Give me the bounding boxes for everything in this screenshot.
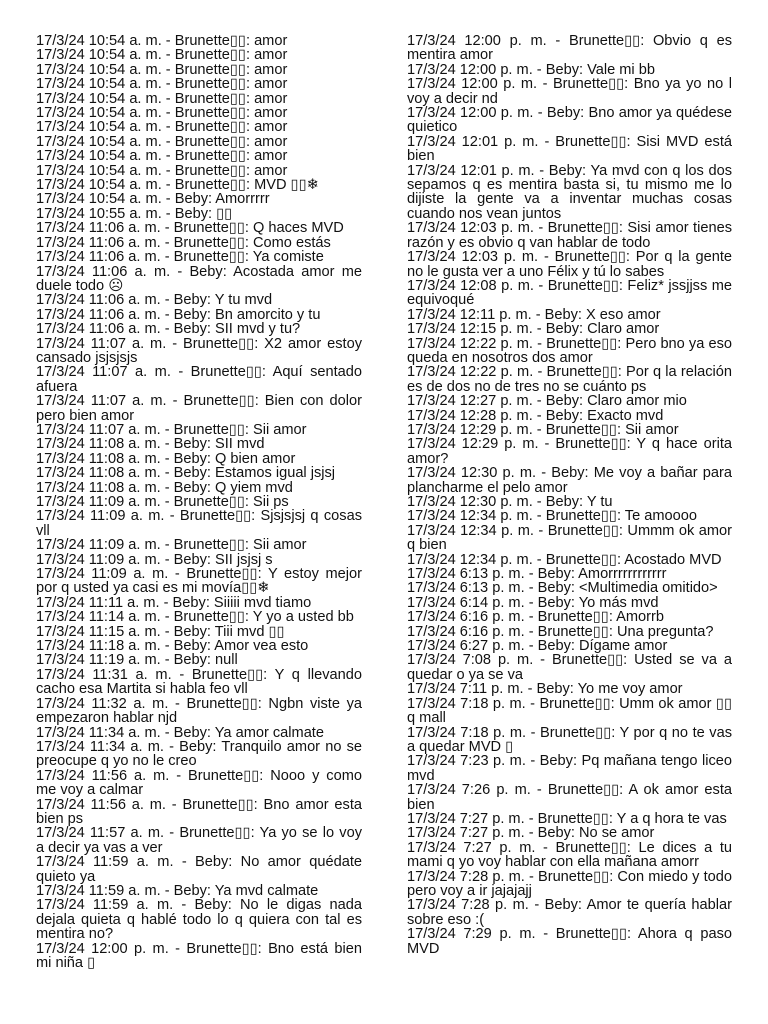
chat-message-line: 17/3/24 6:14 p. m. - Beby: Yo más mvd	[407, 594, 659, 611]
chat-message-line: 17/3/24 12:30 p. m. - Beby: Y tu	[407, 494, 613, 510]
chat-message-line: 17/3/24 6:16 p. m. - Brunette▯▯: Amorrb	[407, 609, 664, 626]
chat-message-line: 17/3/24 11:57 a. m. - Brunette▯▯: Ya yo se lo voy a decir ya vas a ver	[36, 825, 362, 856]
chat-message-line: 17/3/24 12:29 p. m. - Brunette▯▯: Sii amor	[407, 421, 679, 438]
chat-message-line: 17/3/24 11:06 a. m. - Brunette▯▯: Como estás	[36, 234, 331, 251]
chat-message-line: 17/3/24 10:54 a. m. - Brunette▯▯: amor	[36, 162, 288, 179]
chat-message-line: 17/3/24 12:01 p. m. - Beby: Ya mvd con q los dos sepamos q es mentira basta si, tu mismo me lo dijiste la gente va a inventar muchas cosas cuando nos vean juntos	[407, 162, 732, 222]
chat-message-line: 17/3/24 10:54 a. m. - Brunette▯▯: amor	[36, 61, 288, 78]
chat-message-line: 17/3/24 11:07 a. m. - Brunette▯▯: Sii amor	[36, 421, 307, 438]
chat-message-line: 17/3/24 11:08 a. m. - Beby: Q bien amor	[36, 450, 296, 467]
chat-message-line: 17/3/24 11:08 a. m. - Beby: SII mvd	[36, 436, 265, 453]
chat-message-line: 17/3/24 7:28 p. m. - Beby: Amor te quería hablar sobre eso :(	[407, 897, 732, 928]
chat-message-line: 17/3/24 12:28 p. m. - Beby: Exacto mvd	[407, 407, 664, 424]
chat-message-line: 17/3/24 12:15 p. m. - Beby: Claro amor	[407, 321, 660, 338]
chat-message-line: 17/3/24 12:29 p. m. - Brunette▯▯: Y q hace orita amor?	[407, 436, 732, 467]
chat-message-line: 17/3/24 12:34 p. m. - Brunette▯▯: Te amoooo	[407, 508, 698, 525]
chat-message-line: 17/3/24 11:56 a. m. - Brunette▯▯: Nooo y como me voy a calmar	[36, 767, 362, 799]
chat-message-line: 17/3/24 11:59 a. m. - Beby: No le digas nada dejala quieta q hablé todo lo q quiera con tal es mentira no?	[36, 897, 362, 943]
chat-message-line: 17/3/24 12:03 p. m. - Brunette▯▯: Sisi amor tienes razón y es obvio q van hablar de todo	[407, 220, 732, 251]
chat-message-line: 17/3/24 7:08 p. m. - Brunette▯▯: Usted se va a quedar o ya se va	[407, 652, 732, 683]
chat-message-line: 17/3/24 7:11 p. m. - Beby: Yo me voy amor	[407, 681, 683, 698]
chat-message-line: 17/3/24 10:54 a. m. - Brunette▯▯: amor	[36, 76, 288, 93]
chat-message-line: 17/3/24 7:18 p. m. - Brunette▯▯: Umm ok amor ▯▯ q mall	[407, 695, 732, 727]
chat-message-line: 17/3/24 11:09 a. m. - Brunette▯▯: Y estoy mejor por q usted ya casi es mi movía▯▯❄	[36, 566, 362, 597]
chat-message-line: 17/3/24 10:54 a. m. - Brunette▯▯: amor	[36, 119, 288, 136]
chat-message-line: 17/3/24 11:59 a. m. - Beby: No amor quédate quieto ya	[36, 854, 362, 885]
chat-message-line: 17/3/24 11:09 a. m. - Beby: SII jsjsj s	[36, 551, 273, 568]
chat-message-line: 17/3/24 11:08 a. m. - Beby: Estamos igual jsjsj	[36, 465, 336, 482]
chat-message-line: 17/3/24 11:32 a. m. - Brunette▯▯: Ngbn viste ya empezaron hablar njd	[36, 695, 362, 727]
chat-message-line: 17/3/24 7:29 p. m. - Brunette▯▯: Ahora q paso MVD	[407, 926, 732, 957]
chat-message-line: 17/3/24 12:00 p. m. - Beby: Vale mi bb	[407, 61, 655, 78]
chat-message-line: 17/3/24 6:13 p. m. - Beby: <Multimedia omitido>	[407, 580, 718, 597]
chat-message-line: 17/3/24 11:14 a. m. - Brunette▯▯: Y yo a usted bb	[36, 609, 354, 626]
chat-message-line: 17/3/24 11:07 a. m. - Brunette▯▯: X2 amor estoy cansado jsjsjsjs	[36, 335, 362, 366]
chat-message-line: 17/3/24 12:22 p. m. - Brunette▯▯: Por q la relación es de dos no de tres no se cuánto ps	[407, 364, 732, 395]
chat-message-line: 17/3/24 12:27 p. m. - Beby: Claro amor mio	[407, 393, 687, 410]
chat-message-line: 17/3/24 10:55 a. m. - Beby: ▯▯	[36, 205, 233, 222]
chat-message-line: 17/3/24 11:06 a. m. - Beby: SII mvd y tu?	[36, 321, 301, 338]
chat-message-line: 17/3/24 7:26 p. m. - Brunette▯▯: A ok amor esta bien	[407, 782, 732, 813]
chat-message-line: 17/3/24 7:27 p. m. - Beby: No se amor	[407, 825, 655, 842]
chat-message-line: 17/3/24 10:54 a. m. - Brunette▯▯: MVD ▯▯❄	[36, 177, 319, 194]
chat-message-line: 17/3/24 11:07 a. m. - Brunette▯▯: Aquí sentado afuera	[36, 364, 362, 395]
chat-message-line: 17/3/24 11:18 a. m. - Beby: Amor vea esto	[36, 638, 309, 655]
chat-message-line: 17/3/24 11:06 a. m. - Beby: Acostada amor me duele todo ☹	[36, 263, 362, 294]
chat-message-line: 17/3/24 10:54 a. m. - Brunette▯▯: amor	[36, 33, 288, 49]
right-column	[407, 34, 732, 956]
chat-message-line: 17/3/24 10:54 a. m. - Brunette▯▯: amor	[36, 90, 288, 107]
chat-message-line: 17/3/24 7:28 p. m. - Brunette▯▯: Con miedo y todo pero voy a ir jajajajj	[407, 868, 732, 899]
chat-message-line: 17/3/24 11:08 a. m. - Beby: Q yiem mvd	[36, 479, 293, 496]
chat-message-line: 17/3/24 11:06 a. m. - Beby: Y tu mvd	[36, 292, 273, 309]
chat-message-line: 17/3/24 11:07 a. m. - Brunette▯▯: Bien con dolor pero bien amor	[36, 393, 362, 424]
chat-message-line: 17/3/24 11:09 a. m. - Brunette▯▯: Sii ps	[36, 494, 289, 510]
chat-message-line: 17/3/24 6:16 p. m. - Brunette▯▯: Una pregunta?	[407, 623, 714, 640]
chat-message-line: 17/3/24 12:00 p. m. - Brunette▯▯: Bno ya yo no l voy a decir nd	[407, 76, 732, 107]
chat-message-line: 17/3/24 10:54 a. m. - Brunette▯▯: amor	[36, 105, 288, 122]
chat-message-line: 17/3/24 12:34 p. m. - Brunette▯▯: Ummm ok amor q bien	[407, 522, 732, 554]
chat-message-line: 17/3/24 10:54 a. m. - Brunette▯▯: amor	[36, 133, 288, 150]
chat-message-line: 17/3/24 11:06 a. m. - Brunette▯▯: Ya comiste	[36, 249, 324, 266]
chat-message-line: 17/3/24 12:34 p. m. - Brunette▯▯: Acostado MVD	[407, 551, 722, 568]
left-column	[36, 34, 362, 970]
chat-message-line: 17/3/24 12:03 p. m. - Brunette▯▯: Por q la gente no le gusta ver a uno Félix y tú lo sabes	[407, 249, 732, 280]
chat-message-line: 17/3/24 11:06 a. m. - Beby: Bn amorcito y tu	[36, 306, 321, 323]
chat-message-line: 17/3/24 11:09 a. m. - Brunette▯▯: Sii amor	[36, 537, 307, 554]
chat-message-line: 17/3/24 12:08 p. m. - Brunette▯▯: Feliz* jssjjss me equivoqué	[407, 277, 732, 309]
chat-message-line: 17/3/24 11:11 a. m. - Beby: Siiiii mvd tiamo	[36, 594, 312, 611]
chat-message-line: 17/3/24 6:13 p. m. - Beby: Amorrrrrrrrrrrr	[407, 566, 667, 583]
chat-message-line: 17/3/24 6:27 p. m. - Beby: Dígame amor	[407, 638, 668, 655]
chat-message-line: 17/3/24 12:00 p. m. - Beby: Bno amor ya quédese quietico	[407, 105, 732, 136]
chat-message-line: 17/3/24 10:54 a. m. - Brunette▯▯: amor	[36, 47, 288, 64]
chat-message-line: 17/3/24 7:27 p. m. - Brunette▯▯: Y a q hora te vas	[407, 810, 727, 827]
chat-message-line: 17/3/24 11:19 a. m. - Beby: null	[36, 652, 238, 669]
chat-message-line: 17/3/24 12:11 p. m. - Beby: X eso amor	[407, 306, 661, 323]
chat-message-line: 17/3/24 11:06 a. m. - Brunette▯▯: Q haces MVD	[36, 220, 344, 237]
chat-message-line: 17/3/24 12:01 p. m. - Brunette▯▯: Sisi MVD está bien	[407, 133, 732, 165]
chat-message-line: 17/3/24 10:54 a. m. - Brunette▯▯: amor	[36, 148, 288, 165]
chat-message-line: 17/3/24 7:18 p. m. - Brunette▯▯: Y por q no te vas a quedar MVD ▯	[407, 724, 732, 755]
chat-message-line: 17/3/24 12:22 p. m. - Brunette▯▯: Pero bno ya eso queda en nosotros dos amor	[407, 335, 732, 366]
chat-message-line: 17/3/24 11:59 a. m. - Beby: Ya mvd calmate	[36, 882, 319, 899]
chat-message-line: 17/3/24 12:00 p. m. - Brunette▯▯: Bno está bien mi niña ▯	[36, 940, 362, 971]
chat-message-line: 17/3/24 7:27 p. m. - Brunette▯▯: Le dices a tu mami q yo voy hablar con ella mañana amorr	[407, 839, 732, 871]
chat-message-line: 17/3/24 11:34 a. m. - Beby: Ya amor calmate	[36, 724, 324, 741]
chat-message-line: 17/3/24 11:56 a. m. - Brunette▯▯: Bno amor esta bien ps	[36, 796, 362, 827]
chat-message-line: 17/3/24 11:09 a. m. - Brunette▯▯: Sjsjsjsj q cosas vll	[36, 508, 362, 539]
chat-message-line: 17/3/24 10:54 a. m. - Beby: Amorrrrr	[36, 191, 270, 208]
chat-message-line: 17/3/24 7:23 p. m. - Beby: Pq mañana tengo liceo mvd	[407, 753, 732, 784]
chat-message-line: 17/3/24 11:34 a. m. - Beby: Tranquilo amor no se preocupe q yo no le creo	[36, 738, 362, 770]
chat-message-line: 17/3/24 11:31 a. m. - Brunette▯▯: Y q llevando cacho esa Martita si habla feo vll	[36, 666, 362, 698]
chat-message-line: 17/3/24 11:15 a. m. - Beby: Tiii mvd ▯▯	[36, 623, 285, 640]
chat-message-line: 17/3/24 12:00 p. m. - Brunette▯▯: Obvio q es mentira amor	[407, 33, 732, 64]
chat-message-line: 17/3/24 12:30 p. m. - Beby: Me voy a bañar para plancharme el pelo amor	[407, 465, 732, 496]
